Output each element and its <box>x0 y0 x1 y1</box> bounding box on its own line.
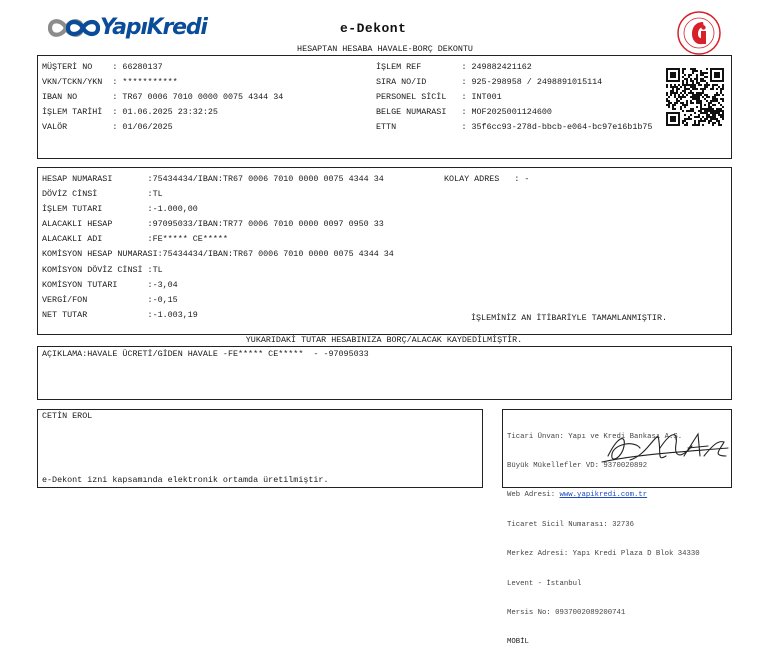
description-text: AÇIKLAMA:HAVALE ÜCRETİ/GİDEN HAVALE -FE***** CE***** - -97095033 <box>42 349 369 359</box>
kolay-adres: KOLAY ADRES : - <box>444 174 530 184</box>
description-box <box>37 346 732 400</box>
transaction-details-box <box>37 167 732 335</box>
detail-value: :-1.003,19 <box>147 309 198 320</box>
detail-label: İŞLEM TUTARI <box>42 204 148 215</box>
detail-value: :-0,15 <box>147 294 178 305</box>
detail-value: :TL <box>147 264 163 275</box>
info-left-column <box>42 62 283 137</box>
bank-city: Levent - İstanbul <box>507 579 582 588</box>
info-right-label: PERSONEL SİCİL <box>376 92 462 103</box>
document-subtitle: HESAPTAN HESABA HAVALE-BORÇ DEKONTU <box>297 44 473 54</box>
bank-trade-registry: Ticaret Sicil Numarası: 32736 <box>507 520 634 529</box>
info-right-row <box>376 62 652 77</box>
document-title: e-Dekont <box>340 21 407 36</box>
detail-row <box>42 310 394 325</box>
bank-channel: MOBİL <box>507 638 529 647</box>
bank-head-office: Merkez Adresi: Yapı Kredi Plaza D Blok 34330 <box>507 550 700 559</box>
info-left-value: : 01/06/2025 <box>112 122 173 133</box>
info-left-row <box>42 107 283 122</box>
debit-note: YUKARIDAKİ TUTAR HESABINIZA BORÇ/ALACAK KAYDEDİLMİŞTİR. <box>198 335 570 347</box>
info-right-column <box>376 62 652 137</box>
detail-row <box>42 249 394 264</box>
detail-value: :-1.000,00 <box>147 204 198 215</box>
detail-value: :97095033/IBAN:TR77 0006 7010 0000 0097 0950 33 <box>147 219 384 230</box>
detail-value: :75434434/IBAN:TR67 0006 7010 0000 0075 4344 34 <box>147 174 384 184</box>
completed-note: İŞLEMİNİZ AN İTİBARİYLE TAMAMLANMIŞTIR. <box>471 313 668 323</box>
bank-web-link[interactable]: www.yapikredi.com.tr <box>559 491 648 500</box>
brand-name: YapıKredi <box>100 15 207 40</box>
detail-row <box>42 265 394 280</box>
info-left-label: VKN/TCKN/YKN <box>42 77 113 88</box>
info-left-label: İŞLEM TARİHİ <box>42 107 113 118</box>
detail-label: HESAP NUMARASI <box>42 174 148 184</box>
info-right-value: : MOF2025001124600 <box>461 107 552 118</box>
detail-value: :TL <box>147 189 163 200</box>
info-left-row <box>42 92 283 107</box>
bank-trade-name: Ticari Ünvan: Yapı ve Kredi Bankası A.Ş. <box>507 432 683 441</box>
bank-tax-office: Büyük Mükellefler VD: 9370020892 <box>507 461 648 470</box>
detail-value: :75434434/IBAN:TR67 0006 7010 0000 0075 4344 34 <box>157 249 394 260</box>
detail-row <box>42 219 394 234</box>
bank-seal-icon <box>676 10 722 56</box>
info-left-value: : 66280137 <box>112 62 163 72</box>
bank-mersis: Mersis No: 0937002089200741 <box>507 608 626 617</box>
details-list <box>42 174 394 325</box>
info-left-row <box>42 122 283 137</box>
info-left-row <box>42 77 283 92</box>
detail-row <box>42 174 394 189</box>
info-right-label: ETTN <box>376 122 462 133</box>
detail-label: DÖVİZ CİNSİ <box>42 189 148 200</box>
info-right-value: : 249882421162 <box>461 62 532 72</box>
qr-code-icon <box>666 68 724 126</box>
detail-label: VERGİ/FON <box>42 294 148 305</box>
info-right-row <box>376 122 652 137</box>
signature-image <box>600 426 730 470</box>
info-left-value: : *********** <box>112 77 178 88</box>
detail-label: ALACAKLI HESAP <box>42 219 148 230</box>
detail-label: ALACAKLI ADI <box>42 234 148 245</box>
detail-row <box>42 234 394 249</box>
info-right-label: SIRA NO/ID <box>376 77 462 88</box>
info-right-row <box>376 92 652 107</box>
customer-info-box <box>37 55 732 159</box>
detail-label: NET TUTAR <box>42 309 148 320</box>
detail-label: KOMİSYON DÖVİZ CİNSİ <box>42 264 148 275</box>
bank-web-line: Web Adresi: www.yapikredi.com.tr <box>507 491 648 500</box>
info-left-value: : TR67 0006 7010 0000 0075 4344 34 <box>112 92 284 103</box>
info-left-label: MÜŞTERİ NO <box>42 62 113 72</box>
info-right-value: : 35f6cc93-278d-bbcb-e064-bc97e16b1b75 <box>461 122 653 133</box>
yapikredi-logo <box>48 14 207 42</box>
info-right-label: İŞLEM REF <box>376 62 462 72</box>
info-left-value: : 01.06.2025 23:32:25 <box>112 107 218 118</box>
e-dekont-note: e-Dekont izni kapsamında elektronik ortamda üretilmiştir. <box>42 475 329 485</box>
customer-box <box>37 409 483 488</box>
detail-label: KOMİSYON TUTARI <box>42 279 148 290</box>
detail-row <box>42 204 394 219</box>
detail-row <box>42 295 394 310</box>
info-left-row <box>42 62 283 77</box>
yapikredi-logo-icon <box>48 14 100 42</box>
detail-label: KOMİSYON HESAP NUMARASI <box>42 249 158 260</box>
info-right-row <box>376 107 652 122</box>
info-right-row <box>376 77 652 92</box>
detail-value: :FE***** CE***** <box>147 234 228 245</box>
detail-row <box>42 280 394 295</box>
detail-row <box>42 189 394 204</box>
info-left-label: IBAN NO <box>42 92 113 103</box>
info-left-label: VALÖR <box>42 122 113 133</box>
info-right-value: : 925-298958 / 2498891015114 <box>461 77 603 88</box>
customer-name: CETİN EROL <box>42 411 93 421</box>
detail-value: :-3,04 <box>147 279 178 290</box>
info-right-value: : INT001 <box>461 92 502 103</box>
info-right-label: BELGE NUMARASI <box>376 107 462 118</box>
